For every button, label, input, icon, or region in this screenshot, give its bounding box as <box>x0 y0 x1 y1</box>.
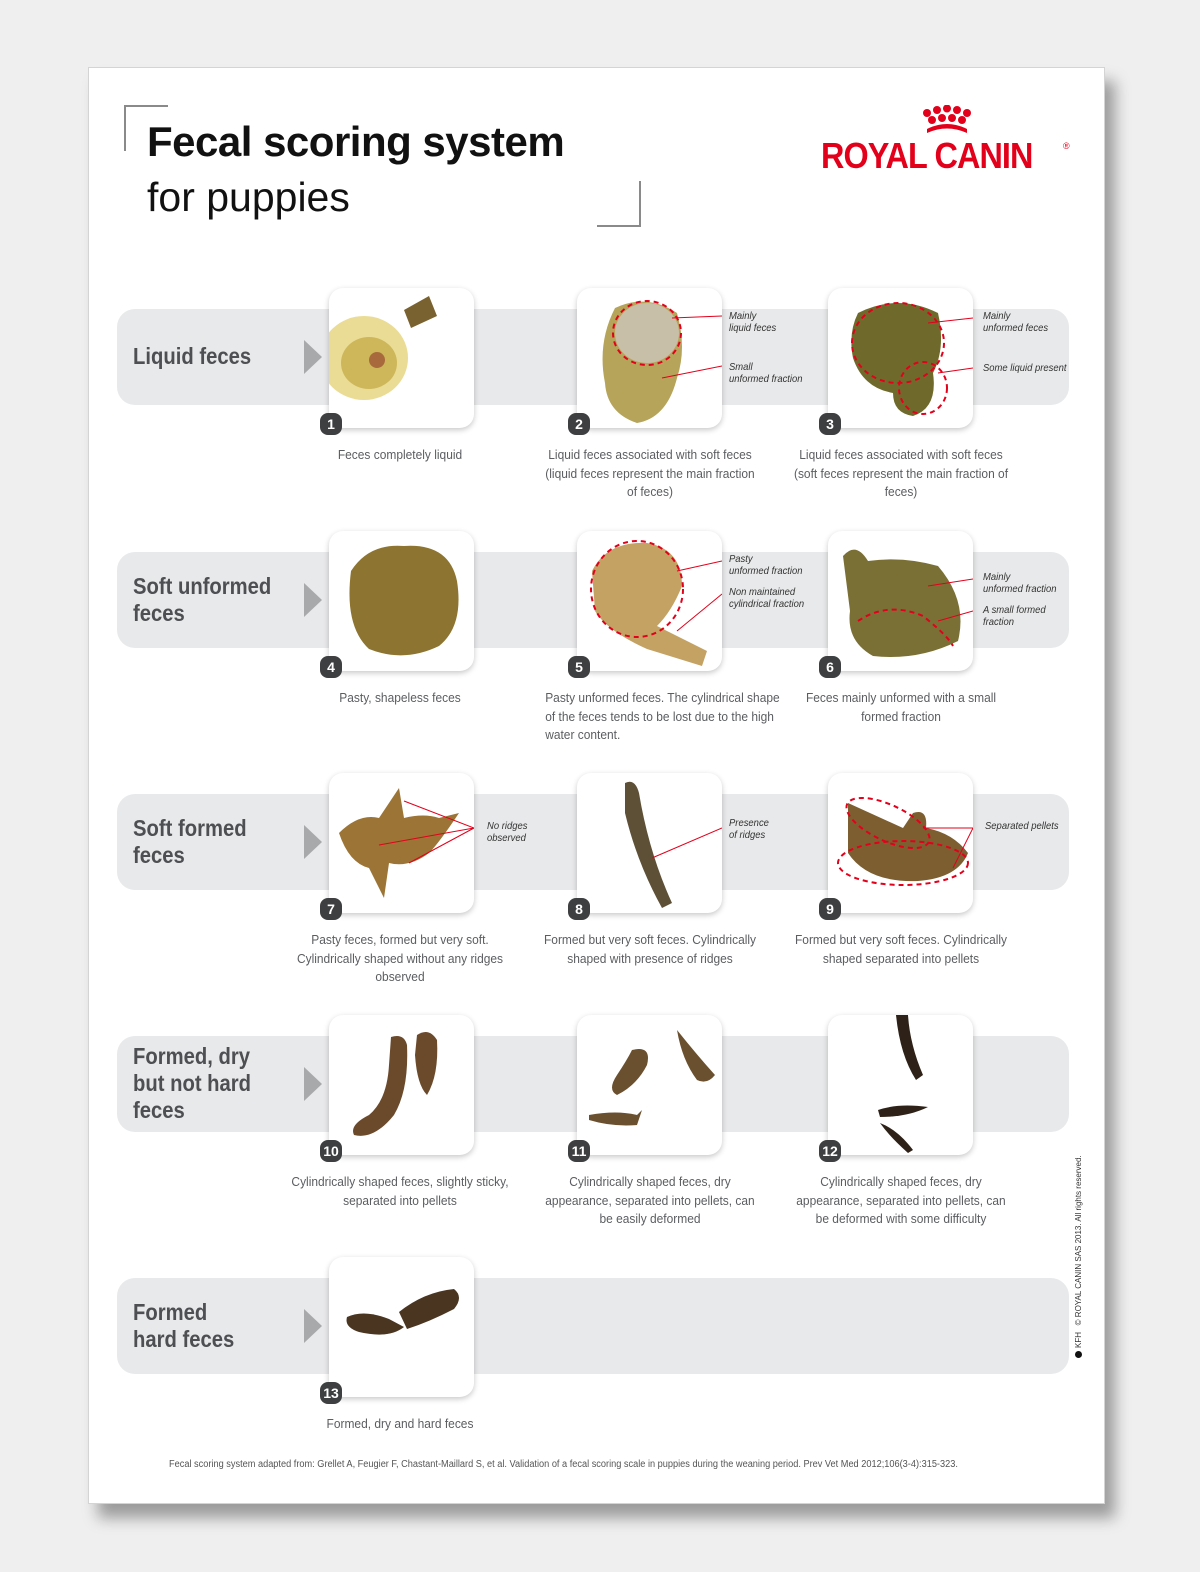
score-description: Formed but very soft feces. Cylindrically shaped separated into pellets <box>794 932 1008 966</box>
annotation-label: A small formed fraction <box>983 604 1046 628</box>
annotation-label: Mainly unformed feces <box>983 310 1049 334</box>
score-description: Cylindrically shaped feces, dry appearance, separated into pellets, can be easily deformed <box>545 1174 755 1226</box>
category-label: Soft formed feces <box>133 815 247 868</box>
title-bracket-bottom-right <box>597 181 641 227</box>
stool-photo-2 <box>577 288 722 428</box>
arrow-right-icon <box>304 340 322 374</box>
score-description: Pasty, shapeless feces <box>339 690 461 705</box>
annotation-label: Mainly liquid feces <box>729 310 777 334</box>
score-badge: 3 <box>819 413 841 435</box>
category-label: Liquid feces <box>133 343 252 369</box>
annotation-label: No ridges observed <box>487 820 528 844</box>
score-description: Liquid feces associated with soft feces (liquid feces represent the main fraction of feces) <box>545 447 755 499</box>
arrow-right-icon <box>304 583 322 617</box>
score-badge: 6 <box>819 656 841 678</box>
score-badge: 5 <box>568 656 590 678</box>
copyright-notice: KFH © ROYAL CANIN SAS 2013. All rights reserved. <box>1074 1155 1083 1358</box>
page-title: Fecal scoring system <box>147 118 565 165</box>
page-subtitle: for puppies <box>147 174 350 220</box>
citation: Fecal scoring system adapted from: Grellet A, Feugier F, Chastant-Maillard S, et al. Validation of a fecal scoring scale in puppies during the weaning period. Prev Vet Med 2012;106(3-4):315-323. <box>169 1459 958 1470</box>
score-description: Formed, dry and hard feces <box>326 1416 474 1431</box>
score-badge: 13 <box>320 1382 342 1404</box>
annotation-label: Mainly unformed fraction <box>983 571 1057 595</box>
registered-mark: ® <box>1063 141 1070 151</box>
score-badge: 12 <box>819 1140 841 1162</box>
category-label: Formed, dry but not hard feces <box>133 1043 252 1123</box>
stool-photo-7 <box>329 773 474 913</box>
score-badge: 9 <box>819 898 841 920</box>
score-badge: 4 <box>320 656 342 678</box>
stool-photo-5 <box>577 531 722 671</box>
stool-photo-11 <box>577 1015 722 1155</box>
stool-photo-4 <box>329 531 474 671</box>
category-band <box>117 1278 1069 1374</box>
score-description: Cylindrically shaped feces, slightly sticky, separated into pellets <box>291 1174 509 1208</box>
annotation-label: Some liquid present <box>983 362 1067 374</box>
stool-photo-1 <box>329 288 474 428</box>
score-description: Feces completely liquid <box>337 447 463 462</box>
annotation-label: Pasty unformed fraction <box>729 553 803 577</box>
stool-photo-12 <box>828 1015 973 1155</box>
annotation-label: Non maintained cylindrical fraction <box>729 586 805 610</box>
royal-canin-logo <box>817 105 1077 185</box>
crown-icon <box>921 105 973 137</box>
poster <box>88 67 1105 1504</box>
category-label: Soft unformed feces <box>133 573 272 626</box>
arrow-right-icon <box>304 825 322 859</box>
brand-name: ROYAL CANIN <box>821 135 1033 176</box>
annotation-label: Separated pellets <box>985 820 1059 832</box>
score-badge: 2 <box>568 413 590 435</box>
score-badge: 10 <box>320 1140 342 1162</box>
stool-photo-6 <box>828 531 973 671</box>
annotation-label: Small unformed fraction <box>729 361 803 385</box>
score-badge: 11 <box>568 1140 590 1162</box>
stool-photo-10 <box>329 1015 474 1155</box>
score-description: Formed but very soft feces. Cylindrically shaped with presence of ridges <box>543 932 757 966</box>
score-description: Feces mainly unformed with a small formed fraction <box>805 690 997 724</box>
stool-photo-8 <box>577 773 722 913</box>
score-badge: 8 <box>568 898 590 920</box>
stool-photo-13 <box>329 1257 474 1397</box>
score-description: Cylindrically shaped feces, dry appearance, separated into pellets, can be deformed with some difficulty <box>796 1174 1006 1226</box>
score-description: Pasty feces, formed but very soft. Cylindrically shaped without any ridges observed <box>296 932 504 984</box>
score-badge: 1 <box>320 413 342 435</box>
bullet-icon <box>1075 1351 1082 1358</box>
arrow-right-icon <box>304 1309 322 1343</box>
stool-photo-3 <box>828 288 973 428</box>
stool-photo-9 <box>828 773 973 913</box>
score-description: Pasty unformed feces. The cylindrical shape of the feces tends to be lost due to the high water content. <box>545 690 780 742</box>
arrow-right-icon <box>304 1067 322 1101</box>
score-description: Liquid feces associated with soft feces (soft feces represent the main fraction of feces) <box>793 447 1009 499</box>
category-label: Formed hard feces <box>133 1299 235 1352</box>
annotation-label: Presence of ridges <box>729 817 769 841</box>
score-badge: 7 <box>320 898 342 920</box>
